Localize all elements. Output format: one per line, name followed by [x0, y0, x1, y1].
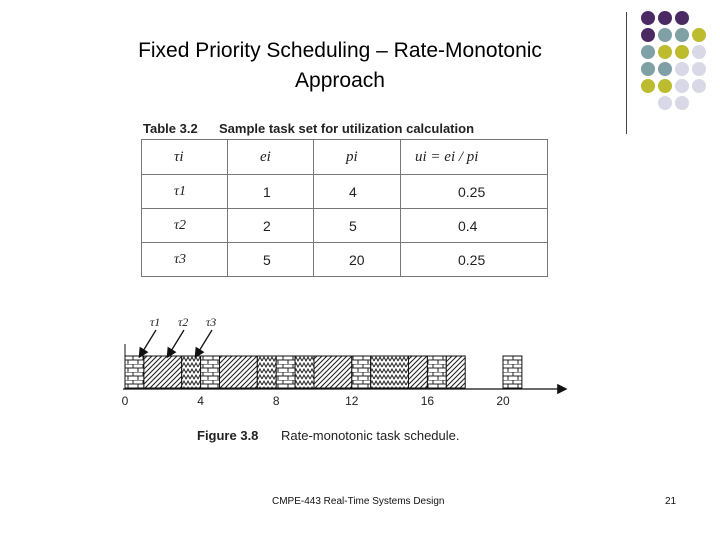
schedule-segment-t3: [182, 356, 201, 388]
cell-period: 20: [314, 243, 401, 277]
decorative-dot: [641, 28, 655, 42]
cell-task: τ2: [142, 209, 228, 243]
axis-tick-label: 4: [197, 394, 204, 408]
cell-utilization: 0.25: [401, 175, 548, 209]
task-release-label: τ2: [178, 315, 189, 329]
schedule-segment-t3: [257, 356, 276, 388]
cell-task: τ3: [142, 243, 228, 277]
table-row: [142, 243, 548, 277]
decorative-dot: [641, 45, 655, 59]
task-release-arrow: [168, 330, 184, 356]
table-caption-text: Sample task set for utilization calculation: [219, 121, 475, 136]
decorative-dot: [658, 79, 672, 93]
cell-period: 4: [314, 175, 401, 209]
axis-tick-label: 12: [345, 394, 359, 408]
axis-tick-label: 0: [121, 394, 129, 408]
slide-footer: CMPE-443 Real-Time Systems Design: [272, 496, 445, 507]
decorative-dot: [658, 96, 672, 110]
decorative-dot: [675, 11, 689, 25]
decorative-dot: [641, 62, 655, 76]
header-period: pi: [314, 140, 401, 175]
task-release-arrow: [140, 330, 156, 356]
table-row: [142, 209, 548, 243]
schedule-segment-t1: [427, 356, 446, 388]
table-caption-number: Table 3.2: [143, 121, 198, 136]
axis-tick-label: 8: [272, 394, 280, 408]
decorative-dot-grid: [640, 10, 720, 120]
decorative-dot: [675, 62, 689, 76]
title-divider-line: [626, 12, 627, 134]
decorative-dot: [675, 96, 689, 110]
schedule-segment-t1: [352, 356, 371, 388]
task-release-label: τ3: [206, 315, 217, 329]
figure-caption-text: Rate-monotonic task schedule.: [281, 428, 460, 443]
figure-caption-number: Figure 3.8: [197, 428, 259, 443]
cell-period: 5: [314, 209, 401, 243]
schedule-segment-t2: [220, 356, 258, 388]
schedule-segment-t2: [144, 356, 182, 388]
rate-monotonic-schedule-figure: [110, 308, 580, 413]
decorative-dot: [641, 11, 655, 25]
cell-exec-time: 1: [228, 175, 314, 209]
decorative-dot: [658, 45, 672, 59]
decorative-dot: [641, 79, 655, 93]
schedule-segment-t1: [125, 356, 144, 388]
table-row: [142, 175, 548, 209]
decorative-dot: [675, 79, 689, 93]
schedule-segment-t3: [295, 356, 314, 388]
decorative-dot: [675, 45, 689, 59]
slide-title-line-2: Approach: [295, 69, 385, 92]
axis-tick-label: 16: [420, 394, 435, 408]
decorative-dot: [658, 62, 672, 76]
task-release-arrow: [196, 330, 212, 356]
decorative-dot: [675, 28, 689, 42]
schedule-segment-t2: [409, 356, 428, 388]
page-number: 21: [665, 496, 677, 507]
schedule-segment-t1: [201, 356, 220, 388]
task-release-label: τ1: [150, 315, 161, 329]
header-task: τi: [142, 140, 228, 175]
decorative-dot: [692, 62, 706, 76]
schedule-segment-t2: [446, 356, 465, 388]
schedule-segment-t1: [503, 356, 522, 388]
slide-title: [60, 36, 620, 96]
cell-utilization: 0.4: [401, 209, 548, 243]
header-utilization: ui = ei / pi: [401, 140, 548, 175]
decorative-dot: [692, 79, 706, 93]
schedule-segment-t1: [276, 356, 295, 388]
cell-utilization: 0.25: [401, 243, 548, 277]
schedule-segment-t2: [314, 356, 352, 388]
decorative-dot: [658, 28, 672, 42]
table-header-row: [142, 140, 548, 175]
axis-tick-label: 20: [496, 394, 510, 408]
task-set-table: [141, 139, 548, 277]
cell-exec-time: 2: [228, 209, 314, 243]
slide-title-line-1: Fixed Priority Scheduling – Rate-Monotonic: [138, 39, 542, 62]
schedule-segment-t3: [371, 356, 409, 388]
cell-exec-time: 5: [228, 243, 314, 277]
cell-task: τ1: [142, 175, 228, 209]
header-exec-time: ei: [228, 140, 314, 175]
table-caption: [143, 121, 474, 136]
decorative-dot: [692, 45, 706, 59]
decorative-dot: [692, 28, 706, 42]
decorative-dot: [658, 11, 672, 25]
figure-caption: [197, 428, 459, 443]
